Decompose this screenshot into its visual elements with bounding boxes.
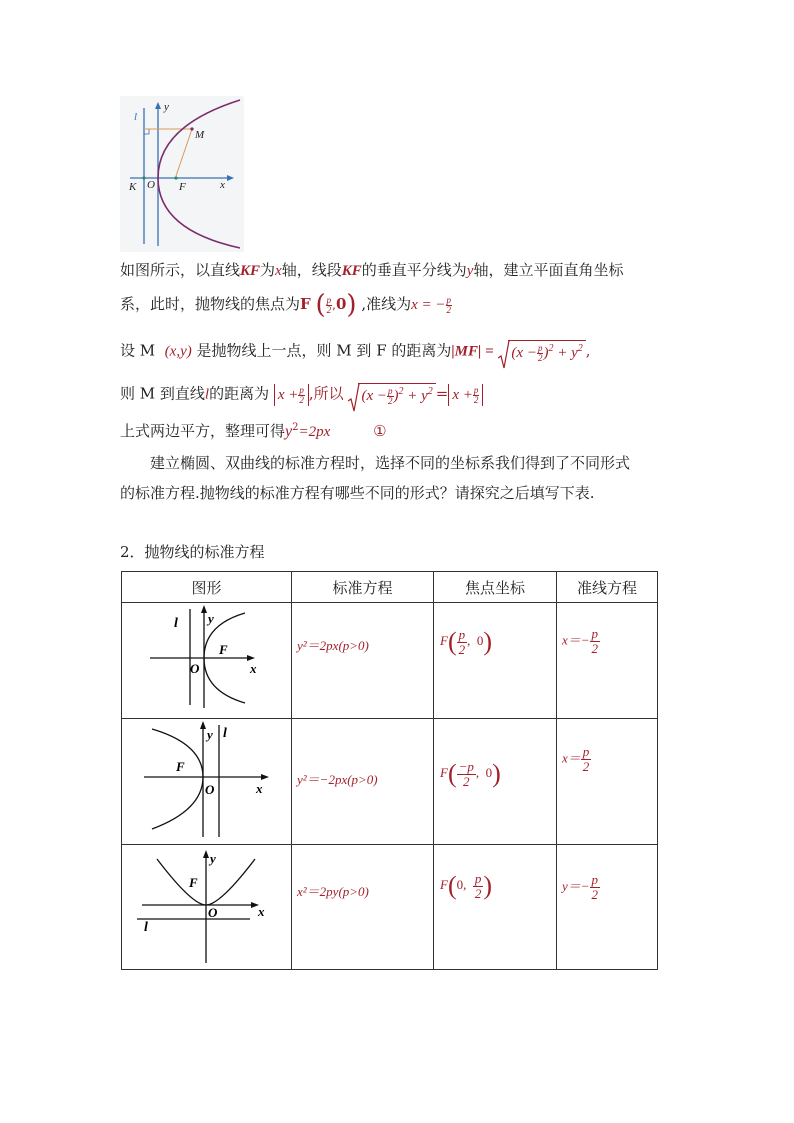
fig2-label-O: O xyxy=(205,782,215,797)
standard-equation-table xyxy=(121,571,658,970)
label-O: O xyxy=(147,179,155,191)
para1-line1: 如图所示，以直线KF为x轴，线段KF的垂直平分线为y轴，建立平面直角坐标 xyxy=(120,261,624,279)
fig1-label-O: O xyxy=(190,661,200,676)
fig1-label-x: x xyxy=(250,661,257,676)
fig3-label-F: F xyxy=(189,875,198,890)
header-directrix: 准线方程 xyxy=(557,572,658,603)
abs-distance: x + $\frac{p}{2}$ xyxy=(274,384,309,406)
fig2-label-y: y xyxy=(207,727,213,742)
table-row xyxy=(122,719,658,845)
label-x: x xyxy=(220,179,225,191)
equation-cell: y²＝−2px(p>0) xyxy=(292,719,434,845)
header-equation: 标准方程 xyxy=(292,572,434,603)
parabola-left-figure xyxy=(122,719,291,844)
directrix-cell: x＝ $\frac{p}{2}$ xyxy=(557,719,658,845)
figure-cell xyxy=(122,603,292,719)
fig3-label-y: y xyxy=(210,851,216,866)
focus-coord: ( $\frac{p}{2}$ ,0) xyxy=(315,290,357,320)
fig2-label-l: l xyxy=(223,726,227,741)
figure-cell xyxy=(122,845,292,970)
fig3-label-l: l xyxy=(144,920,148,935)
equation-cell: y²＝2px(p>0) xyxy=(292,603,434,719)
fig1-label-F: F xyxy=(219,642,228,657)
label-K: K xyxy=(129,181,137,193)
focus-cell: F( $\frac{-p}{2}$ , 0) xyxy=(434,719,557,845)
equation-cell: x²＝2py(p>0) xyxy=(292,845,434,970)
para3: 则 M 到直线l的距离为 x + $\frac{p}{2}$ ,所以 (x − $\frac{p}{2}$ )$^2 + y^2 = x$ + $\frac{p}{2}$ xyxy=(120,383,483,406)
header-figure: 图形 xyxy=(122,572,292,603)
directrix-cell: y＝− $\frac{p}{2}$ xyxy=(557,845,658,970)
table-row xyxy=(122,845,658,970)
para1-line2: 系，此时，抛物线的焦点为F ( $\frac{p}{2}$ ,0) ,准线为x = − $\frac{p}{2}$ xyxy=(120,290,452,320)
label-l: l xyxy=(134,111,138,123)
directrix-cell: x＝− $\frac{p}{2}$ xyxy=(557,603,658,719)
table-row xyxy=(122,603,658,719)
focus-cell: F(0, $\frac{p}{2}$ ) xyxy=(434,845,557,970)
label-y: y xyxy=(164,101,169,113)
label-M: M xyxy=(195,129,205,141)
fig3-label-x: x xyxy=(258,904,265,919)
fig3-label-O: O xyxy=(208,905,218,920)
section-title: 2．抛物线的标准方程 xyxy=(120,543,265,561)
fig1-label-y: y xyxy=(208,611,214,626)
figure-cell xyxy=(122,719,292,845)
sqrt-distance: (x − $\frac{p}{2}$ )$^2 + y^2$ xyxy=(498,340,585,363)
parabola-up-figure xyxy=(122,845,291,969)
parabola-right-figure xyxy=(122,603,291,718)
fig2-label-x: x xyxy=(256,781,263,796)
para4: 上式两边平方，整理可得$y^2=2px$ ① xyxy=(120,422,387,440)
focus-cell: F( $\frac{p}{2}$ , 0) xyxy=(434,603,557,719)
fig1-label-l: l xyxy=(174,616,178,631)
parabola-figure xyxy=(120,96,244,252)
label-F: F xyxy=(179,181,186,193)
header-focus: 焦点坐标 xyxy=(434,572,557,603)
para5-line2: 的标准方程.抛物线的标准方程有哪些不同的形式？请探究之后填写下表. xyxy=(120,484,595,502)
sqrt-distance-2: (x − $\frac{p}{2}$ )$^2 + y^2$ xyxy=(348,383,435,406)
para5-line1: 建立椭圆、双曲线的标准方程时，选择不同的坐标系我们得到了不同形式 xyxy=(150,454,631,472)
fig2-label-F: F xyxy=(176,759,185,774)
para2: 设 M (x,y) 是抛物线上一点，则 M 到 F 的距离为|MF| = (x − $\frac{p}{2}$ )$^2 + y^2$ , xyxy=(120,340,591,363)
